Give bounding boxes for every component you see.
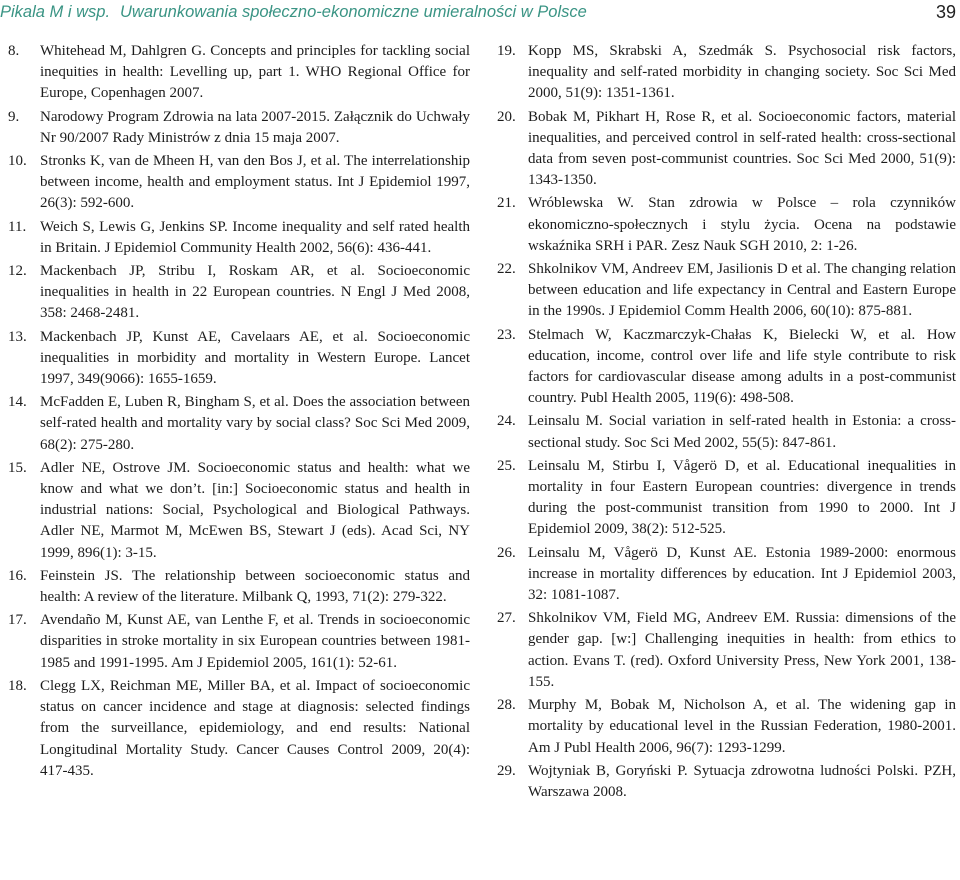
reference-text: Shkolnikov VM, Field MG, Andreev EM. Russia: dimensions of the gender gap. [w:] Challenging inequities in health: from ethics to action. Evans T. (red). Oxford University Press, New York 2001, 138-155. [528, 610, 956, 690]
reference-number: 23. [497, 326, 516, 343]
reference-text: Leinsalu M, Vågerö D, Kunst AE. Estonia 1989-2000: enormous increase in mortality differences by education. Int J Epidemiol 2003, 32: 1081-1087. [528, 544, 956, 604]
reference-text: Avendaño M, Kunst AE, van Lenthe F, et al. Trends in socioeconomic disparities in stroke mortality in six European countries between 1981-1985 and 1991-1995. Am J Epidemiol 2005, 161(1): 52-61. [40, 612, 470, 671]
reference-item [497, 107, 956, 192]
reference-item [8, 610, 470, 674]
reference-text: Narodowy Program Zdrowia na lata 2007-2015. Załącznik do Uchwały Nr 90/2007 Rady Ministrów z dnia 15 maja 2007. [40, 108, 470, 146]
reference-item [8, 107, 470, 149]
reference-item [497, 608, 956, 693]
reference-text: Stronks K, van de Mheen H, van den Bos J, et al. The interrelationship between income, health and employment status. Int J Epidemiol 1997, 26(3): 592-600. [40, 153, 470, 212]
reference-text: Leinsalu M. Social variation in self-rated health in Estonia: a cross-sectional study. Soc Sci Med 2002, 55(5): 847-861. [528, 413, 956, 451]
reference-item [497, 325, 956, 410]
reference-text: McFadden E, Luben R, Bingham S, et al. Does the association between self-rated health and mortality vary by social class? Soc Sci Med 2009, 68(2): 275-280. [40, 394, 470, 453]
page-number: 39 [935, 2, 956, 22]
running-header [0, 0, 960, 28]
reference-text: Stelmach W, Kaczmarczyk-Chałas K, Bielecki W, et al. How education, income, control over life and life style contribute to risk factors for cardiovascular disease among adults in a post-communist country. Publ Health 2005, 119(6): 498-508. [528, 326, 956, 407]
reference-text: Kopp MS, Skrabski A, Szedmák S. Psychosocial risk factors, inequality and self-rated morbidity in changing society. Soc Sci Med 2000, 51(9): 1351-1361. [528, 43, 956, 102]
reference-number: 25. [497, 457, 516, 474]
reference-item [8, 392, 470, 456]
reference-number: 26. [497, 544, 516, 561]
reference-number: 8. [8, 43, 20, 59]
reference-text: Weich S, Lewis G, Jenkins SP. Income inequality and self rated health in Britain. J Epidemiol Community Health 2002, 56(6): 436-441. [40, 218, 470, 256]
reference-item [8, 41, 470, 105]
reference-text: Murphy M, Bobak M, Nicholson A, et al. The widening gap in mortality by educational level in the Russian Federation, 1980-2001. Am J Publ Health 2006, 96(7): 1293-1299. [528, 697, 956, 756]
reference-item [8, 676, 470, 782]
reference-number: 27. [497, 610, 516, 627]
reference-text: Mackenbach JP, Kunst AE, Cavelaars AE, et al. Socioeconomic inequalities in morbidity and mortality in Western Europe. Lancet 1997, 349(9066): 1655-1659. [40, 328, 470, 388]
reference-number: 19. [497, 43, 516, 59]
reference-item [497, 411, 956, 453]
reference-text: Whitehead M, Dahlgren G. Concepts and principles for tackling social inequities in health: Levelling up, part 1. WHO Regional Office for Europe, Copenhagen 2007. [40, 43, 470, 102]
reference-item [497, 695, 956, 759]
reference-text: Clegg LX, Reichman ME, Miller BA, et al. Impact of socioeconomic status on cancer incidence and stage at diagnosis: selected findings from the surveillance, epidemiology, and end results: National Longitudinal Mortality Study. Cancer Causes Control 2009, 20(4): 417-435. [40, 677, 470, 779]
reference-number: 13. [8, 328, 27, 345]
reference-text: Leinsalu M, Stirbu I, Vågerö D, et al. Educational inequalities in mortality in four Eastern European countries: divergence in trends during the post-communist transition from 1990 to 2000. Int J Epidemiol 2009, 38(2): 512-525. [528, 457, 956, 538]
reference-text: Bobak M, Pikhart H, Rose R, et al. Socioeconomic factors, material inequalities, and perceived control in self-rated health: cross-sectional data from seven post-communist countries. Soc Sci Med 2000, 51(9): 1343-1350. [528, 108, 956, 189]
reference-number: 21. [497, 195, 516, 212]
reference-item [8, 458, 470, 564]
reference-text: Feinstein JS. The relationship between socioeconomic status and health: A review of the literature. Milbank Q, 1993, 71(2): 279-322. [40, 567, 470, 606]
reference-item [497, 259, 956, 323]
reference-number: 28. [497, 697, 516, 714]
reference-number: 15. [8, 459, 27, 476]
reference-text: Shkolnikov VM, Andreev EM, Jasilionis D et al. The changing relation between education and life expectancy in Central and Eastern Europe in the 1990s. J Epidemiol Comm Health 2006, 60(10): 875-881. [528, 261, 956, 320]
references-left-column [8, 41, 470, 784]
reference-text: Mackenbach JP, Stribu I, Roskam AR, et al. Socioeconomic inequalities in health in 22 European countries. N Engl J Med 2008, 358: 2468-2481. [40, 263, 470, 322]
reference-number: 22. [497, 261, 516, 278]
reference-item [8, 261, 470, 325]
reference-number: 16. [8, 567, 27, 584]
reference-number: 10. [8, 153, 27, 170]
reference-item [497, 193, 956, 257]
reference-item [497, 456, 956, 541]
reference-text: Wróblewska W. Stan zdrowia w Polsce – rola czynników ekonomiczno-społecznych i stylu życia. Ocena na podstawie wskaźnika SRH i PAR. Zesz Nauk SGH 2010, 2: 1-26. [528, 195, 956, 254]
header-authors: Pikala M i wsp. [0, 3, 111, 21]
reference-number: 9. [8, 108, 20, 125]
reference-item [497, 761, 956, 803]
reference-number: 24. [497, 413, 516, 430]
header-title: Uwarunkowania społeczno-ekonomiczne umieralności w Polsce [120, 3, 587, 21]
reference-number: 20. [497, 108, 516, 125]
reference-number: 29. [497, 762, 516, 779]
references-right-column [497, 41, 956, 805]
reference-item [497, 543, 956, 607]
reference-item [497, 41, 956, 105]
reference-item [8, 217, 470, 259]
reference-item [8, 566, 470, 608]
reference-number: 14. [8, 394, 27, 411]
reference-text: Adler NE, Ostrove JM. Socioeconomic status and health: what we know and what we don’t. [in:] Socioeconomic status and health in industrial nations: Social, Psychological and Biological Pathways. Adler NE, Marmot M, McEwen BS, Stewart J (eds). Acad Sci, NY 1999, 896(1): 3-15. [40, 459, 470, 561]
reference-number: 11. [8, 218, 27, 235]
reference-item [8, 327, 470, 391]
reference-number: 17. [8, 612, 27, 629]
reference-item [8, 151, 470, 215]
reference-number: 12. [8, 263, 27, 280]
reference-text: Wojtyniak B, Goryński P. Sytuacja zdrowotna ludności Polski. PZH, Warszawa 2008. [528, 762, 956, 800]
reference-number: 18. [8, 677, 27, 694]
